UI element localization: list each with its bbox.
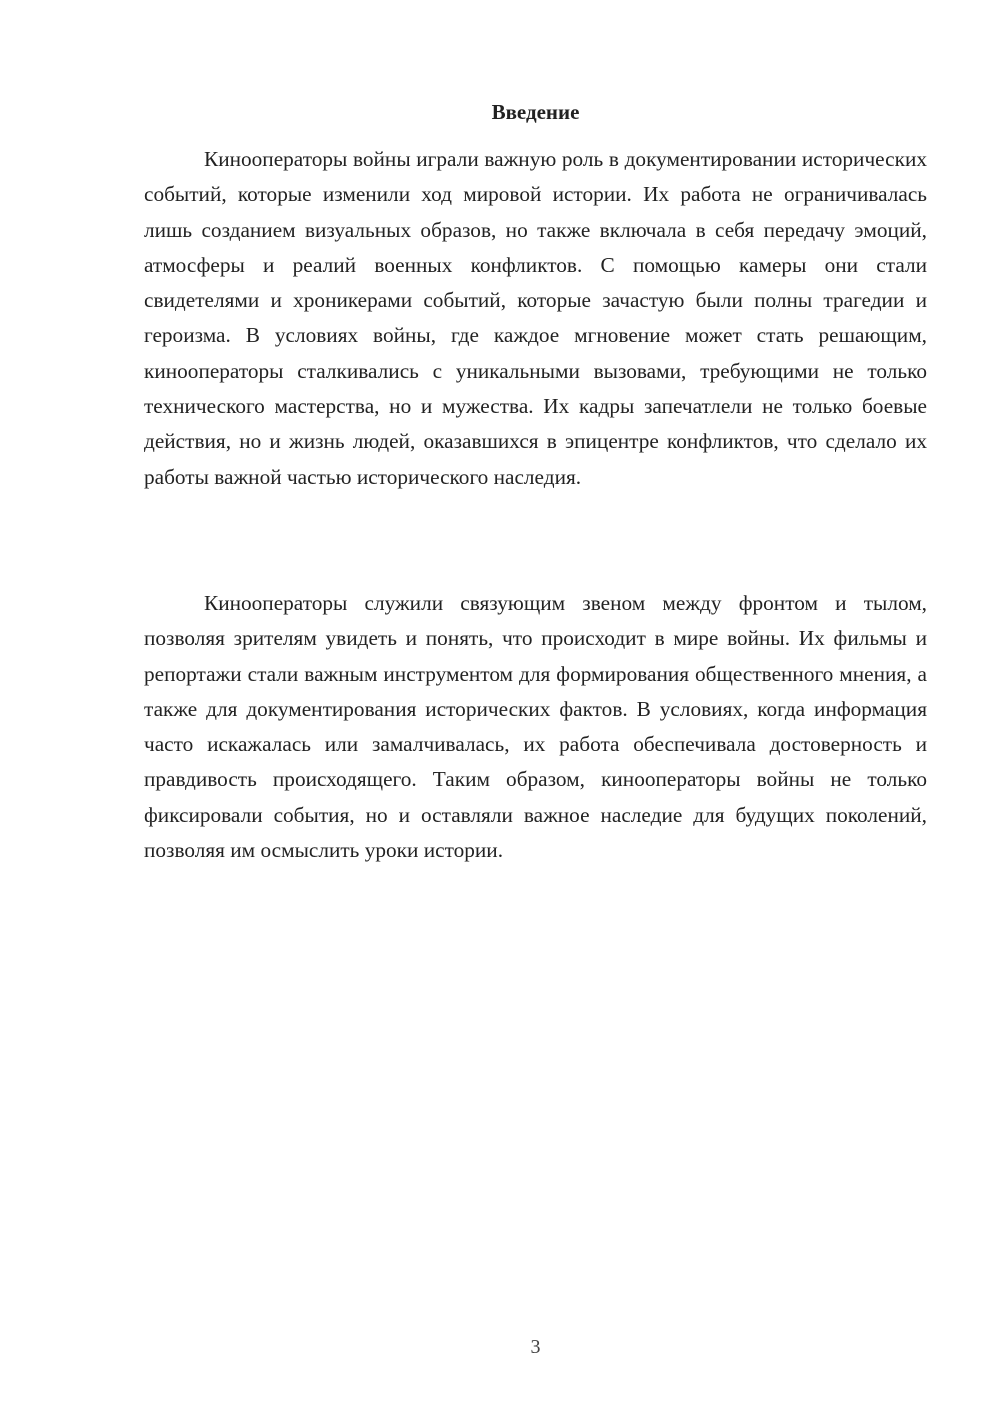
body-paragraph-1: Кинооператоры войны играли важную роль в документировании исторических событий, которые изменили ход мировой истории. Их работа не ограничивалась лишь созданием визуальных образов, но также включала в себя передачу эмоций, атмосферы и реалий военных конфликтов. С помощью камеры они стали свидетелями и хроникерами событий, которые зачастую были полны трагедии и героизма. В условиях войны, где каждое мгновение может стать решающим, кинооператоры сталкивались с уникальными вызовами, требующими не только технического мастерства, но и мужества. Их кадры запечатлели не только боевые действия, но и жизнь людей, оказавшихся в эпицентре конфликтов, что сделало их работы важной частью исторического наследия. — [144, 147, 927, 489]
page-number: 3 — [530, 1336, 541, 1358]
section-heading: Введение — [491, 100, 580, 124]
body-paragraph-2: Кинооператоры служили связующим звеном между фронтом и тылом, позволяя зрителям увидеть и понять, что происходит в мире войны. Их фильмы и репортажи стали важным инструментом для формирования общественного мнения, а также для документирования исторических фактов. В условиях, когда информация часто искажалась или замалчивалась, их работа обеспечивала достоверность и правдивость происходящего. Таким образом, кинооператоры войны не только фиксировали события, но и оставляли важное наследие для будущих поколений, позволяя им осмыслить уроки истории. — [144, 591, 927, 863]
